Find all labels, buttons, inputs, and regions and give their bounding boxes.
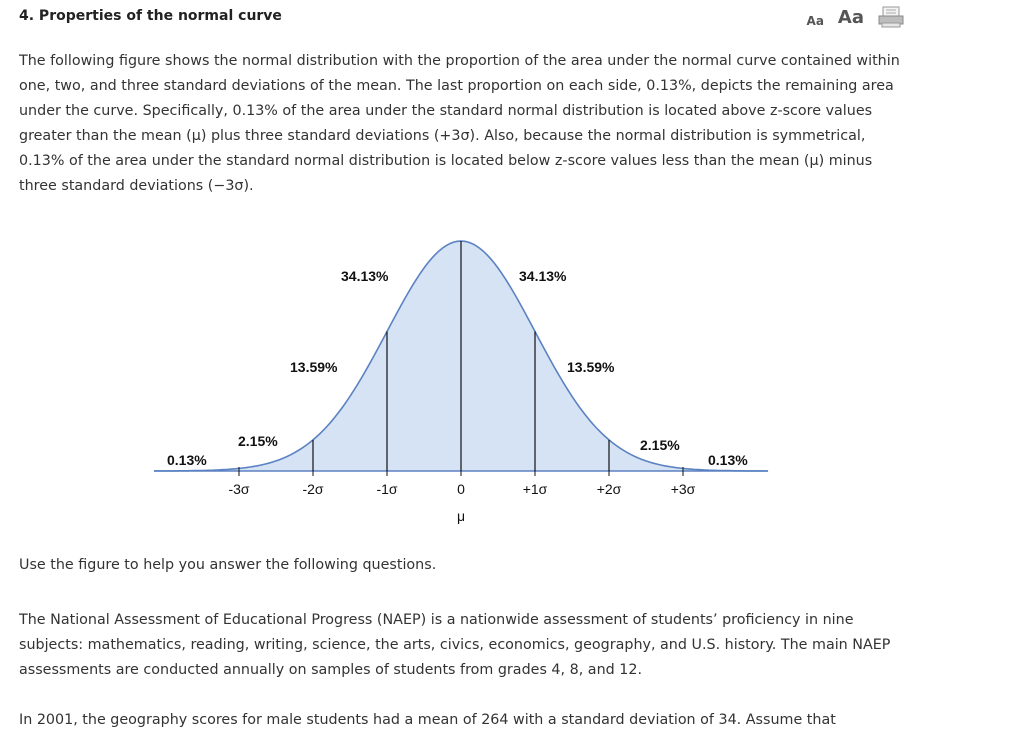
- font-size-small-button[interactable]: Aa: [806, 14, 824, 28]
- tick-label: +1σ: [522, 481, 548, 497]
- normal-curve-figure: [150, 228, 790, 538]
- tick-label: +2σ: [596, 481, 622, 497]
- mean-symbol-label: μ: [456, 508, 466, 524]
- font-size-large-button[interactable]: Aa: [837, 7, 864, 28]
- label-left-3-2: 2.15%: [238, 433, 278, 449]
- intro-paragraph: The following figure shows the normal distribution with the proportion of the area under the normal curve contained within one, two, and three standard deviations of the mean. The last proportion on each side, 0.13%, depicts the remaining area under the curve. Specifically, 0.13% of the area under the standard normal distribution is located above z-score values greater than the mean (μ) plus three standard deviations (+3σ). Also, because the normal distribution is symmetrical, 0.13% of the area under the standard normal distribution is located below z-score values less than the mean (μ) minus three standard deviations (−3σ).: [19, 53, 900, 194]
- label-left-tail: 0.13%: [167, 452, 207, 468]
- label-right-1-2: 13.59%: [567, 359, 615, 375]
- naep-paragraph: The National Assessment of Educational Progress (NAEP) is a nationwide assessment of students’ proficiency in nine subjects: mathematics, reading, writing, science, the arts, civics, economics, geography, and U.S. history. The main NAEP assessments are conducted annually on samples of students from grades 4, 8, and 12.: [19, 612, 891, 678]
- label-left-2-1: 13.59%: [290, 359, 338, 375]
- tick-label: -3σ: [228, 481, 250, 497]
- tick-label: -2σ: [302, 481, 324, 497]
- label-left-1-0: 34.13%: [341, 268, 389, 284]
- label-right-2-3: 2.15%: [640, 437, 680, 453]
- tick-label: -1σ: [376, 481, 398, 497]
- print-icon[interactable]: [878, 6, 904, 28]
- label-right-0-1: 34.13%: [519, 268, 567, 284]
- tick-label: 0: [457, 481, 465, 497]
- geography-paragraph: In 2001, the geography scores for male students had a mean of 264 with a standard deviation of 34. Assume that: [19, 712, 836, 728]
- toolbar: [807, 6, 904, 28]
- instruction-text: Use the figure to help you answer the following questions.: [19, 557, 437, 573]
- tick-label: +3σ: [670, 481, 696, 497]
- question-title: 4. Properties of the normal curve: [19, 8, 282, 24]
- label-right-tail: 0.13%: [708, 452, 748, 468]
